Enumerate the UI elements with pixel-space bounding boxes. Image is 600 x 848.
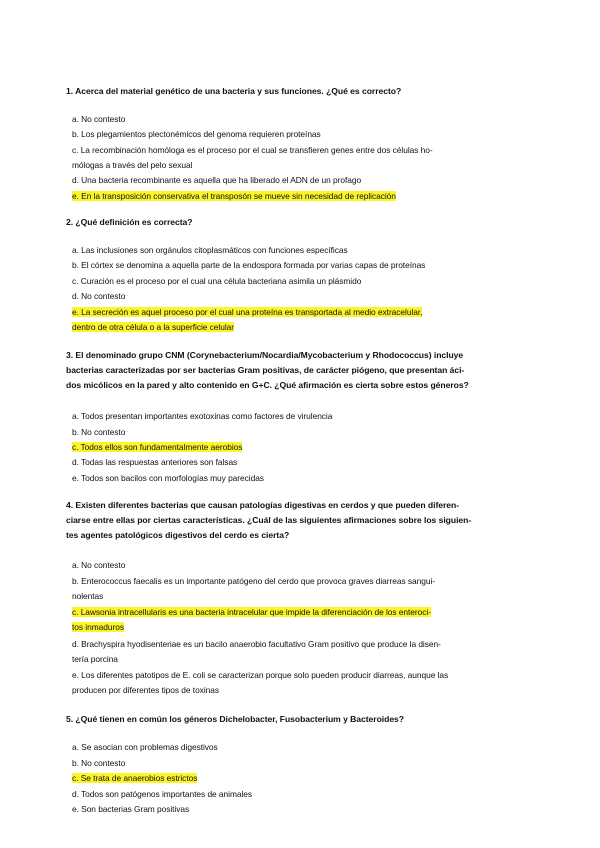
option-text: a. Se asocian con problemas digestivos [72,742,218,752]
option-text: c. Curación es el proceso por el cual una célula bacteriana asimila un plásmido [72,276,362,286]
highlighted-answer: c. Todos ellos son fundamentalmente aerobios [72,442,243,452]
option-text: d. Todas las respuestas anteriores son falsas [72,457,238,467]
option-text: c. La recombinación homóloga es el proceso por el cual se transfieren genes entre dos células ho- [72,145,433,155]
question-2-option-d [72,289,532,304]
question-5-option-d [72,787,532,802]
option-text: e. Todos son bacilos con morfologías muy parecidas [72,473,264,483]
highlighted-answer: e. En la transposición conservativa el transposón se mueve sin necesidad de replicación [72,191,396,201]
option-text: a. No contesto [72,114,126,124]
option-text: d. Todos son patógenos importantes de animales [72,789,253,799]
question-5-option-e [72,802,532,817]
question-1-option-b [72,127,532,142]
question-1-option-e [72,189,532,204]
question-1-option-a [72,112,532,127]
option-text: tería porcina [72,654,118,665]
question-5-option-a [72,740,532,755]
question-text-line: bacterias caracterizadas por ser bacterias Gram positivas, de carácter piógeno, que presentan áci- [66,365,465,375]
option-text: d. Brachyspira hyodisenteriae es un bacilo anaerobio facultativo Gram positivo que produce la disen- [72,639,441,649]
option-text: b. Enterococcus faecalis es un importante patógeno del cerdo que provoca graves diarreas sangui- [72,576,435,586]
question-5-option-c [72,771,532,786]
option-text: a. Las inclusiones son orgánulos citoplasmáticos con funciones específicas [72,245,348,255]
option-text: b. El córtex se denomina a aquella parte de la endospora formada por varias capas de proteínas [72,260,426,270]
highlighted-answer: e. La secreción es aquel proceso por el cual una proteína es transportada al medio extracelular, [72,307,423,317]
option-text: b. No contesto [72,427,126,437]
highlighted-answer: dentro de otra célula o a la superficie celular [72,322,234,333]
option-text: b. No contesto [72,758,126,768]
option-text: nolentas [72,591,104,602]
question-2-option-c [72,274,532,289]
question-4-option-b [72,574,532,605]
question-3-title [66,348,536,393]
highlighted-answer: c. Se trata de anaerobios estrictos [72,773,198,783]
question-text-line: 2. ¿Qué definición es correcta? [66,217,193,227]
question-1-option-c [72,143,532,174]
question-text-line: ciarse entre ellas por ciertas características. ¿Cuál de las siguientes afirmaciones sobre los siguien- [66,515,472,525]
question-3-option-c [72,440,532,455]
question-text-line: 5. ¿Qué tienen en común los géneros Dichelobacter, Fusobacterium y Bacteroides? [66,714,404,724]
option-text: a. No contesto [72,560,126,570]
highlighted-answer: tos inmaduros [72,622,124,633]
question-text-line: dos micólicos en la pared y alto contenido en G+C. ¿Qué afirmación es cierta sobre estos géneros? [66,380,469,390]
question-5-option-b [72,756,532,771]
question-1-title [66,84,536,99]
question-2-option-a [72,243,532,258]
highlighted-answer: c. Lawsonia intracellularis es una bacteria intracelular que impide la diferenciación de los enteroci- [72,607,431,617]
question-4-title [66,498,536,543]
option-text: d. No contesto [72,291,126,301]
question-text-line: tes agentes patológicos digestivos del cerdo es cierta? [66,530,290,540]
question-4-option-e [72,668,532,699]
question-3-option-a [72,409,532,424]
option-text: a. Todos presentan importantes exotoxinas como factores de virulencia [72,411,333,421]
option-text: d. Una bacteria recombinante es aquella que ha liberado el ADN de un profago [72,175,362,185]
question-text-line: 1. Acerca del material genético de una bacteria y sus funciones. ¿Qué es correcto? [66,86,402,96]
option-text: e. Son bacterias Gram positivas [72,804,190,814]
question-2-title [66,215,536,230]
question-text-line: 4. Existen diferentes bacterias que causan patologías digestivas en cerdos y que pueden diferen- [66,500,460,510]
option-text: e. Los diferentes patotipos de E. coli se caracterizan porque solo pueden producir diarreas, aunque las [72,670,449,680]
question-2-option-e [72,305,532,336]
question-3-option-e [72,471,532,486]
question-3-option-d [72,455,532,470]
question-3-option-b [72,425,532,440]
option-text: b. Los plegamientos plectonémicos del genoma requieren proteínas [72,129,321,139]
question-text-line: 3. El denominado grupo CNM (Corynebacterium/Nocardia/Mycobacterium y Rhodococcus) incluye [66,350,464,360]
question-4-option-d [72,637,532,668]
question-5-title [66,712,536,727]
question-1-option-d [72,173,532,188]
question-4-option-a [72,558,532,573]
option-text: mólogas a través del pelo sexual [72,160,193,171]
question-4-option-c [72,605,532,636]
question-2-option-b [72,258,532,273]
option-text: producen por diferentes tipos de toxinas [72,685,219,696]
